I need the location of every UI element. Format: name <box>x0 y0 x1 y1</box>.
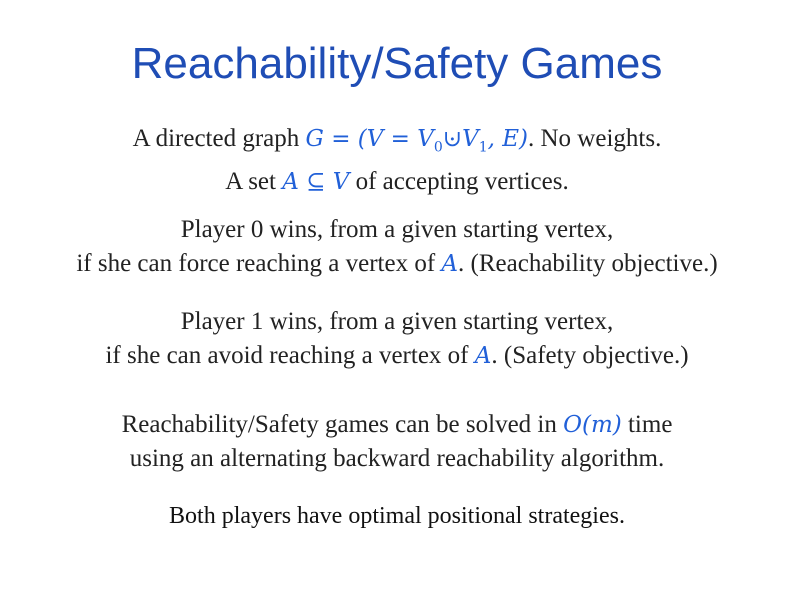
slide-title: Reachability/Safety Games <box>131 39 663 88</box>
player-0-set-symbol: A <box>441 251 459 277</box>
graph-formula: $G = (V = V_0⊍V_1$, E) <box>305 126 528 156</box>
solving-line-2: using an alternating backward reachability algorithm. <box>129 445 665 472</box>
graph-definition-line-1 <box>0 122 794 165</box>
player-1-text-prefix: if she can avoid reaching a vertex of <box>105 342 475 369</box>
solving-text-prefix: Reachability/Safety games can be solved in <box>121 411 564 438</box>
player-1-line-1: Player 1 wins, from a given starting vertex, <box>180 308 614 335</box>
accepting-set-prefix: A set <box>225 167 283 195</box>
graph-text-prefix: A directed graph <box>132 125 306 152</box>
player-0-objective <box>0 213 794 281</box>
player-1-objective <box>0 305 794 373</box>
graph-definition <box>0 122 794 199</box>
conclusion-text: Both players have optimal positional strategies. <box>169 503 625 529</box>
accepting-set-suffix: of accepting vertices. <box>349 167 569 195</box>
solving-complexity <box>0 408 794 476</box>
player-1-text-suffix: . (Safety objective.) <box>491 342 689 369</box>
graph-definition-line-2 <box>0 165 794 199</box>
player-0-line-2 <box>0 247 794 281</box>
player-0-text-prefix: if she can force reaching a vertex of <box>76 250 442 277</box>
player-1-set-symbol: A <box>474 343 492 369</box>
solving-text-suffix: time <box>621 411 673 438</box>
player-1-line-2 <box>0 339 794 373</box>
graph-text-suffix: . No weights. <box>528 125 662 152</box>
solving-line-1 <box>0 408 794 442</box>
complexity-formula: O(m) <box>563 412 622 438</box>
accepting-set-formula: A ⊆ V <box>282 168 350 195</box>
player-0-line-1: Player 0 wins, from a given starting vertex, <box>180 216 614 243</box>
player-0-text-suffix: . (Reachability objective.) <box>458 250 718 277</box>
